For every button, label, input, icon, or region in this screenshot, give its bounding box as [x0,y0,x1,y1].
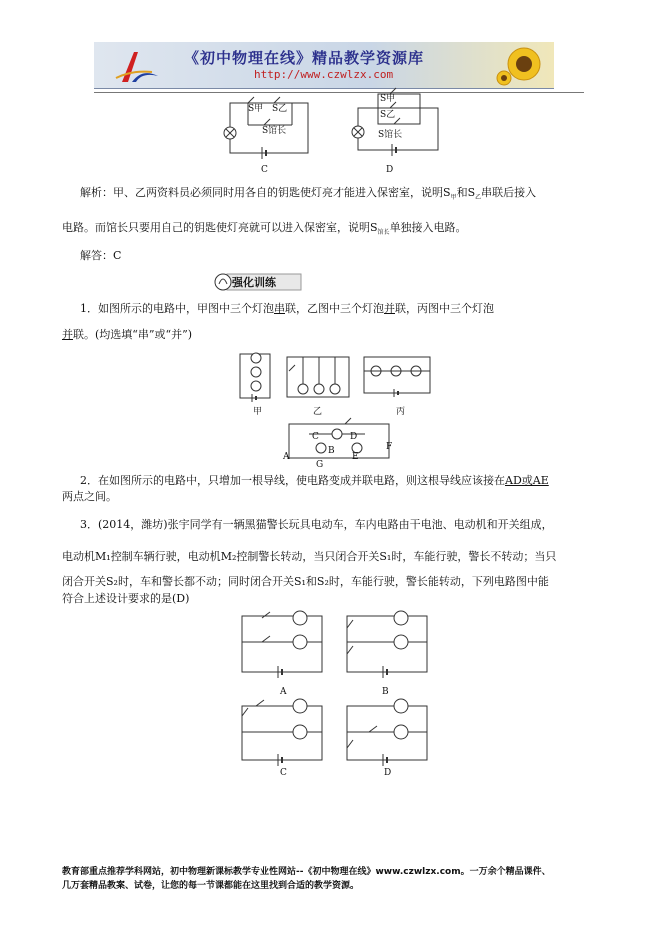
q3-line-1: 3．(2014，潍坊)张宇同学有一辆黑猫警长玩具电动车，车内电路由干电池、电动机和开关组成， [80,518,553,531]
figure-label-yi: 乙 [313,407,323,417]
q3-label-c: C [280,768,287,778]
circuit-figure-q3-c [238,700,328,770]
q2-point-c: C [312,432,319,442]
circuit-figure-q2 [285,420,395,465]
q3-line-4: 符合上述设计要求的是(D) [62,592,190,605]
switch-label-s-yi: S乙 [272,104,288,114]
q2-answer: AD或AE [505,474,549,487]
analysis-line-2: 电路。而馆长只要用自己的钥匙使灯亮就可以进入保密室，说明$S_{馆长}$单独接入电路。 [62,221,467,237]
q1-answer-1: 串 [274,302,285,315]
circuit-figure-q3-a [238,612,328,682]
circuit-figure-jia [236,350,276,410]
q3-label-b: B [382,687,389,697]
circuit-figure-q3-d [343,700,433,770]
switch-label-s-guanzhang: S馆长 [262,126,287,136]
switch-label-d-2: S乙 [380,110,396,120]
q1-answer-2: 并 [384,302,395,315]
header-divider [94,92,584,93]
q2-point-a: A [283,452,290,462]
switch-label-s-jia: S甲 [248,104,264,114]
q3-line-3: 闭合开关S₂时，车和警长都不动；同时闭合开关S₁和S₂时，车能行驶，警长能转动，下列电路图中能 [62,575,549,588]
sunflower-icon [494,44,552,86]
footer-line-1: 教育部重点推荐学科网站，初中物理新课标教学专业性网站--《初中物理在线》www.czwlzx.com。一万余个精品课件、 [62,867,551,877]
switch-label-d-1: S甲 [380,94,396,104]
circuit-figure-d [348,88,448,163]
footer-line-2: 几万套精品教案、试卷，让您的每一节课都能在这里找到合适的教学资源。 [62,881,360,891]
circuit-figure-yi [283,353,353,408]
figure-label-d: D [386,165,394,175]
q3-line-2: 电动机M₁控制车辆行驶，电动机M₂控制警长转动，当只闭合开关S₁时，车能行驶，警长不转动；当只 [62,550,557,563]
q2-point-e: E [352,452,359,462]
figure-label-jia: 甲 [253,407,263,417]
q2-line-2: 两点之间。 [62,490,117,503]
circuit-figure-q3-b [343,612,433,682]
q1-line-2: 并联。(均选填“串”或“并”) [62,328,193,341]
q2-point-g: G [316,460,324,470]
banner-url[interactable]: http://www.czwlzx.com [254,68,394,81]
analysis-answer: 解答：C [80,249,122,262]
figure-label-c: C [261,165,268,175]
q2-point-b: B [328,446,335,456]
logo-icon [112,48,160,84]
banner-title: 《初中物理在线》精品教学资源库 [184,49,425,67]
header-banner [94,42,554,89]
q3-label-a: A [280,687,287,697]
section-title: 强化训练 [232,276,276,289]
q1-line-1: 1．如图所示的电路中，甲图中三个灯泡串联，乙图中三个灯泡并联，丙图中三个灯泡 [80,302,494,315]
circuit-figure-bing [360,353,435,403]
q2-point-d: D [350,432,358,442]
analysis-line-1: 解析：甲、乙两资料员必须同时用各自的钥匙使灯亮才能进入保密室，说明$S_甲$和$S_乙$串联后接入 [80,186,537,202]
switch-label-d-3: S馆长 [378,130,403,140]
q3-label-d: D [384,768,392,778]
q2-line-1: 2．在如图所示的电路中，只增加一根导线，使电路变成并联电路，则这根导线应该接在AD或AE [80,474,549,487]
q2-point-f: F [386,442,393,452]
q1-answer-3: 并 [62,328,73,341]
figure-label-bing: 丙 [396,407,406,417]
